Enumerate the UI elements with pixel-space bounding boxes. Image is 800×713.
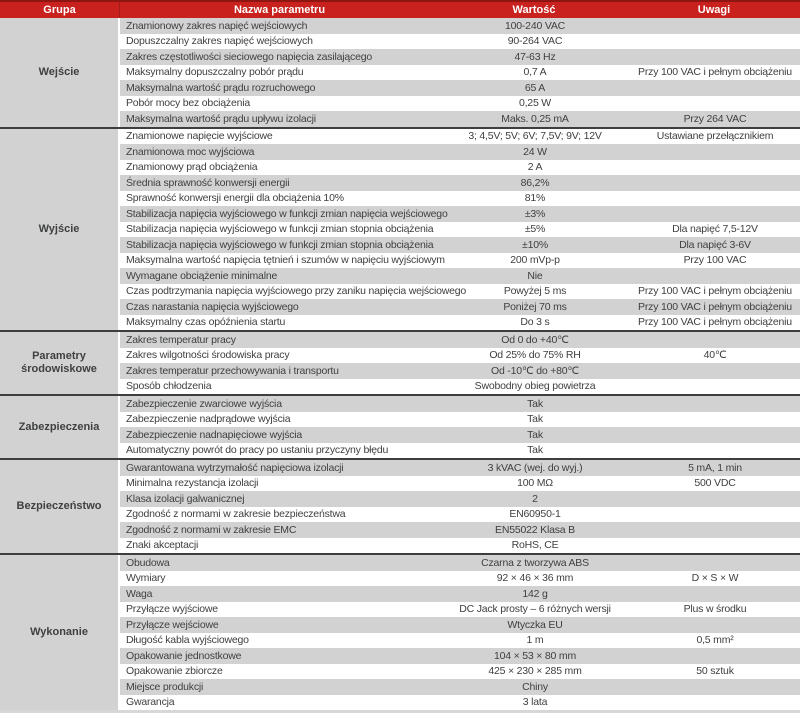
table-row [120,538,800,554]
param-name-cell: Stabilizacja napięcia wyjściowego w funkcji zmian stopnia obciążenia [126,238,434,251]
param-value-cell: 92 × 46 × 36 mm [496,572,574,585]
param-note-cell: Przy 100 VAC i pełnym obciążeniu [638,66,792,79]
param-value-cell: Od -10℃ do +80℃ [490,364,579,377]
table-row [120,18,800,34]
group-rows [120,129,800,331]
param-name-cell: Stabilizacja napięcia wyjściowego w funkcji zmian napięcia wejściowego [126,207,448,220]
param-name-cell: Miejsce produkcji [126,680,204,693]
param-value-cell: EN60950-1 [509,508,561,521]
table-row [120,206,800,222]
param-value-cell: Wtyczka EU [507,618,563,631]
param-note-cell: 50 sztuk [696,665,734,678]
table-row [120,507,800,523]
table-row [120,602,800,618]
param-name-cell: Klasa izolacji galwanicznej [126,492,245,505]
param-value-cell: Do 3 s [520,316,550,329]
param-note-cell: Dla napięć 3-6V [679,238,751,251]
param-value-cell: 90-264 VAC [507,35,563,48]
group-label: Parametry środowiskowe [0,332,120,394]
group-rows [120,555,800,710]
table-groups [0,18,800,710]
table-row [120,412,800,428]
table-row [120,315,800,331]
group-rows [120,460,800,553]
param-value-cell: Chiny [522,680,548,693]
param-name-cell: Zabezpieczenie nadnapięciowe wyjścia [126,428,303,441]
param-name-cell: Znamionowe napięcie wyjściowe [126,130,273,143]
table-group [0,460,800,553]
param-name-cell: Maksymalna wartość prądu rozruchowego [126,81,316,94]
param-value-cell: DC Jack prosty – 6 różnych wersji [459,603,611,616]
param-name-cell: Sprawność konwersji energii dla obciążenia 10% [126,192,344,205]
param-value-cell: 0,25 W [518,97,552,110]
param-name-cell: Zabezpieczenie zwarciowe wyjścia [126,397,282,410]
param-note-cell: D × S × W [691,572,739,585]
table-row [120,443,800,459]
param-note-cell: 40℃ [703,349,727,362]
table-row [120,695,800,711]
table-row [120,34,800,50]
param-note-cell: Ustawiane przełącznikiem [656,130,774,143]
table-row [120,49,800,65]
param-value-cell: Poniżej 70 ms [503,300,567,313]
table-row [120,522,800,538]
param-value-cell: 47-63 Hz [514,50,556,63]
group-label: Wykonanie [0,555,120,710]
param-name-cell: Znamionowa moc wyjściowa [126,145,255,158]
param-name-cell: Gwarantowana wytrzymałość napięciowa izolacji [126,461,344,474]
table-row [120,332,800,348]
table-row [120,491,800,507]
table-row [120,476,800,492]
param-value-cell: 81% [524,192,546,205]
table-group [0,332,800,394]
header-wartosc: Wartość [512,4,556,16]
param-value-cell: 3 lata [522,696,548,709]
param-name-cell: Długość kabla wyjściowego [126,634,249,647]
param-name-cell: Czas podtrzymania napięcia wyjściowego przy zaniku napięcia wejściowego [126,285,467,298]
param-value-cell: 100 MΩ [517,477,553,490]
param-value-cell: 100-240 VAC [504,19,566,32]
table-row [120,460,800,476]
table-row [120,284,800,300]
param-name-cell: Średnia sprawność konwersji energii [126,176,290,189]
table-row [120,379,800,395]
param-name-cell: Obudowa [126,556,170,569]
param-name-cell: Stabilizacja napięcia wyjściowego w funkcji zmian stopnia obciążenia [126,223,434,236]
param-name-cell: Zgodność z normami w zakresie bezpieczeństwa [126,508,346,521]
table-row [120,633,800,649]
param-value-cell: 2 A [527,161,543,174]
table-row [120,268,800,284]
param-value-cell: Powyżej 5 ms [503,285,567,298]
param-note-cell: Przy 100 VAC [683,254,747,267]
param-note-cell: Plus w środku [683,603,747,616]
table-row [120,96,800,112]
header-grupa: Grupa [0,2,120,18]
param-name-cell: Przyłącze wejściowe [126,618,219,631]
table-row [120,144,800,160]
param-value-cell: 425 × 230 × 285 mm [488,665,582,678]
param-name-cell: Automatyczny powrót do pracy po ustaniu przyczyny błędu [126,444,389,457]
param-name-cell: Zakres temperatur przechowywania i transportu [126,364,339,377]
param-note-cell: Przy 100 VAC i pełnym obciążeniu [638,316,792,329]
table-row [120,348,800,364]
param-value-cell: 3; 4,5V; 5V; 6V; 7,5V; 9V; 12V [468,130,602,143]
param-value-cell: 2 [532,492,538,505]
param-name-cell: Dopuszczalny zakres napięć wejściowych [126,35,313,48]
header-nazwa-parametru: Nazwa parametru [233,4,326,16]
param-name-cell: Zakres częstotliwości sieciowego napięcia zasilającego [126,50,372,63]
param-name-cell: Pobór mocy bez obciążenia [126,97,250,110]
param-value-cell: Tak [527,413,543,426]
param-note-cell: 0,5 mm² [696,634,734,647]
table-row [120,65,800,81]
table-row [120,175,800,191]
param-name-cell: Zakres temperatur pracy [126,333,236,346]
param-name-cell: Czas narastania napięcia wyjściowego [126,300,299,313]
param-name-cell: Waga [126,587,153,600]
param-value-cell: 200 mVp-p [510,254,560,267]
param-name-cell: Wymagane obciążenie minimalne [126,269,278,282]
param-value-cell: Od 0 do +40℃ [501,333,569,346]
param-value-cell: Tak [527,397,543,410]
table-row [120,555,800,571]
param-name-cell: Maksymalny czas opóźnienia startu [126,316,286,329]
param-note-cell: 5 mA, 1 min [688,461,742,474]
param-value-cell: Maks. 0,25 mA [501,112,569,125]
table-row [120,222,800,238]
param-value-cell: 86,2% [520,176,550,189]
param-value-cell: 3 kVAC (wej. do wyj.) [487,461,583,474]
param-value-cell: 0,7 A [523,66,547,79]
param-name-cell: Maksymalna wartość prądu upływu izolacji [126,112,316,125]
param-value-cell: 142 g [522,587,548,600]
param-name-cell: Przyłącze wyjściowe [126,603,218,616]
param-note-cell: Przy 100 VAC i pełnym obciążeniu [638,300,792,313]
param-name-cell: Zabezpieczenie nadprądowe wyjścia [126,413,291,426]
table-group [0,129,800,331]
param-name-cell: Sposób chłodzenia [126,380,212,393]
param-name-cell: Opakowanie zbiorcze [126,665,223,678]
param-value-cell: ±5% [524,223,546,236]
param-value-cell: Czarna z tworzywa ABS [481,556,589,569]
table-row [120,191,800,207]
param-name-cell: Znaki akceptacji [126,539,199,552]
table-row [120,111,800,127]
param-name-cell: Minimalna rezystancja izolacji [126,477,259,490]
table-row [120,237,800,253]
param-value-cell: 24 W [523,145,547,158]
param-name-cell: Zgodność z normami w zakresie EMC [126,523,297,536]
param-note-cell: Dla napięć 7,5-12V [672,223,758,236]
group-label: Wejście [0,18,120,127]
param-name-cell: Gwarancja [126,696,175,709]
param-name-cell: Maksymalna wartość napięcia tętnień i szumów w napięciu wyjściowym [126,254,445,267]
param-value-cell: Swobodny obieg powietrza [474,380,596,393]
group-label: Bezpieczeństwo [0,460,120,553]
table-row [120,396,800,412]
param-name-cell: Zakres wilgotności środowiska pracy [126,349,290,362]
group-rows [120,332,800,394]
table-row [120,363,800,379]
param-note-cell: Przy 100 VAC i pełnym obciążeniu [638,285,792,298]
table-row [120,129,800,145]
param-value-cell: 104 × 53 × 80 mm [493,649,577,662]
param-value-cell: 65 A [524,81,546,94]
table-row [120,617,800,633]
table-row [120,648,800,664]
group-rows [120,18,800,127]
table-row [120,80,800,96]
param-value-cell: RoHS, CE [511,539,559,552]
table-header-row [0,0,800,18]
param-note-cell: Przy 264 VAC [683,112,747,125]
table-row [120,427,800,443]
param-value-cell: 1 m [526,634,544,647]
table-group [0,18,800,127]
table-row [120,679,800,695]
param-value-cell: EN55022 Klasa B [495,523,575,536]
table-row [120,299,800,315]
table-group [0,555,800,710]
group-label: Wyjście [0,129,120,331]
param-name-cell: Opakowanie jednostkowe [126,649,242,662]
param-name-cell: Maksymalny dopuszczalny pobór prądu [126,66,304,79]
param-value-cell: Tak [527,444,543,457]
table-row [120,160,800,176]
table-row [120,664,800,680]
param-note-cell: 500 VDC [694,477,736,490]
param-name-cell: Znamionowy zakres napięć wejściowych [126,19,308,32]
param-value-cell: Tak [527,428,543,441]
param-name-cell: Znamionowy prąd obciążenia [126,161,258,174]
group-label: Zabezpieczenia [0,396,120,458]
param-value-cell: Nie [527,269,543,282]
param-value-cell: ±10% [522,238,548,251]
table-row [120,571,800,587]
header-uwagi: Uwagi [697,4,731,16]
param-value-cell: ±3% [524,207,546,220]
table-row [120,253,800,269]
param-value-cell: Od 25% do 75% RH [489,349,581,362]
table-row [120,586,800,602]
param-name-cell: Wymiary [126,572,166,585]
group-rows [120,396,800,458]
table-group [0,396,800,458]
